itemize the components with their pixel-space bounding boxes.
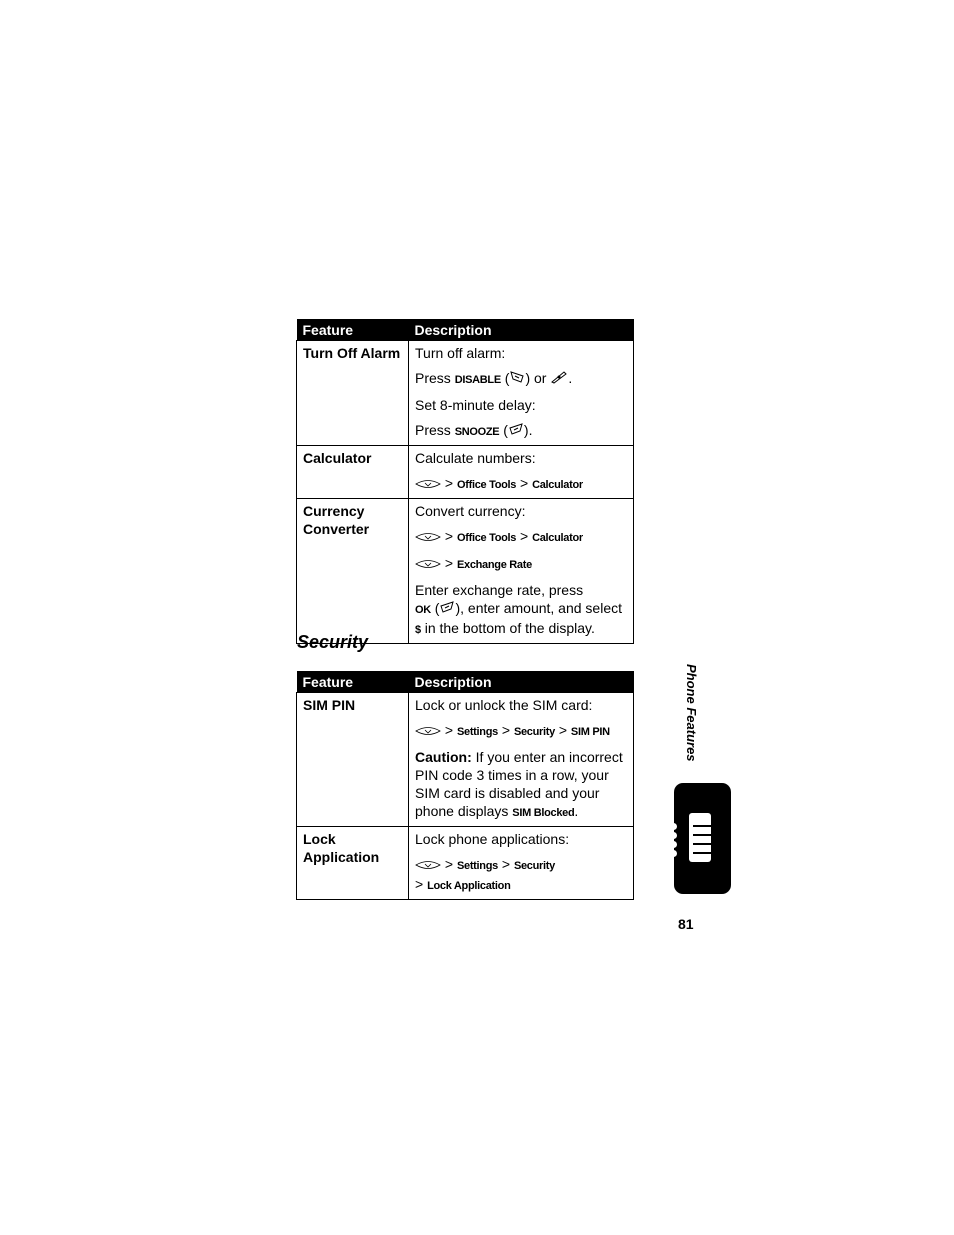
feature-description: Lock phone applications: > Settings > Security > Lock Application bbox=[409, 827, 634, 900]
feature-description: Calculate numbers: > Office Tools > Calculator bbox=[409, 446, 634, 499]
menu-key-icon bbox=[415, 555, 441, 573]
table-row bbox=[297, 827, 634, 900]
features-table-2 bbox=[296, 671, 634, 900]
right-soft-key-icon bbox=[508, 422, 524, 440]
menu-key-icon bbox=[415, 856, 441, 874]
left-soft-key-icon bbox=[509, 370, 525, 388]
feature-name: Calculator bbox=[297, 446, 409, 499]
feature-description: Lock or unlock the SIM card: > Settings > Security > SIM PIN Caution: If you enter an incorrect PIN code 3 times in a row, your SIM card is disabled and your phone displays SIM Blocked. bbox=[409, 693, 634, 827]
phone-features-tab-icon bbox=[674, 783, 731, 894]
header-feature: Feature bbox=[297, 671, 409, 693]
feature-name: Lock Application bbox=[297, 827, 409, 900]
feature-name: SIM PIN bbox=[297, 693, 409, 827]
features-table-1 bbox=[296, 319, 634, 644]
menu-key-icon bbox=[415, 722, 441, 740]
section-title: Security bbox=[297, 632, 369, 652]
table-row bbox=[297, 499, 634, 644]
page-number: 81 bbox=[678, 916, 694, 932]
right-soft-key-icon bbox=[439, 600, 455, 618]
table-row bbox=[297, 693, 634, 827]
feature-description: Convert currency: > Office Tools > Calculator > Exchange Rate Enter exchange rate, press OK ( ), enter amount, and select $ in the bottom of the display. bbox=[409, 499, 634, 644]
menu-key-icon bbox=[415, 475, 441, 493]
feature-description: Turn off alarm: Press DISABLE ( ) or . Set 8-minute delay: Press SNOOZE ( ). bbox=[409, 341, 634, 446]
feature-name: Currency Converter bbox=[297, 499, 409, 644]
header-description: Description bbox=[409, 671, 634, 693]
end-key-icon bbox=[550, 370, 568, 388]
table-row bbox=[297, 446, 634, 499]
header-feature: Feature bbox=[297, 319, 409, 341]
key-label: SNOOZE bbox=[454, 426, 500, 438]
table-header bbox=[297, 671, 634, 693]
key-label: DISABLE bbox=[454, 374, 501, 386]
feature-name: Turn Off Alarm bbox=[297, 341, 409, 446]
header-description: Description bbox=[409, 319, 634, 341]
side-section-label: Phone Features bbox=[684, 664, 699, 762]
table-row bbox=[297, 341, 634, 446]
menu-key-icon bbox=[415, 528, 441, 546]
table-header bbox=[297, 319, 634, 341]
